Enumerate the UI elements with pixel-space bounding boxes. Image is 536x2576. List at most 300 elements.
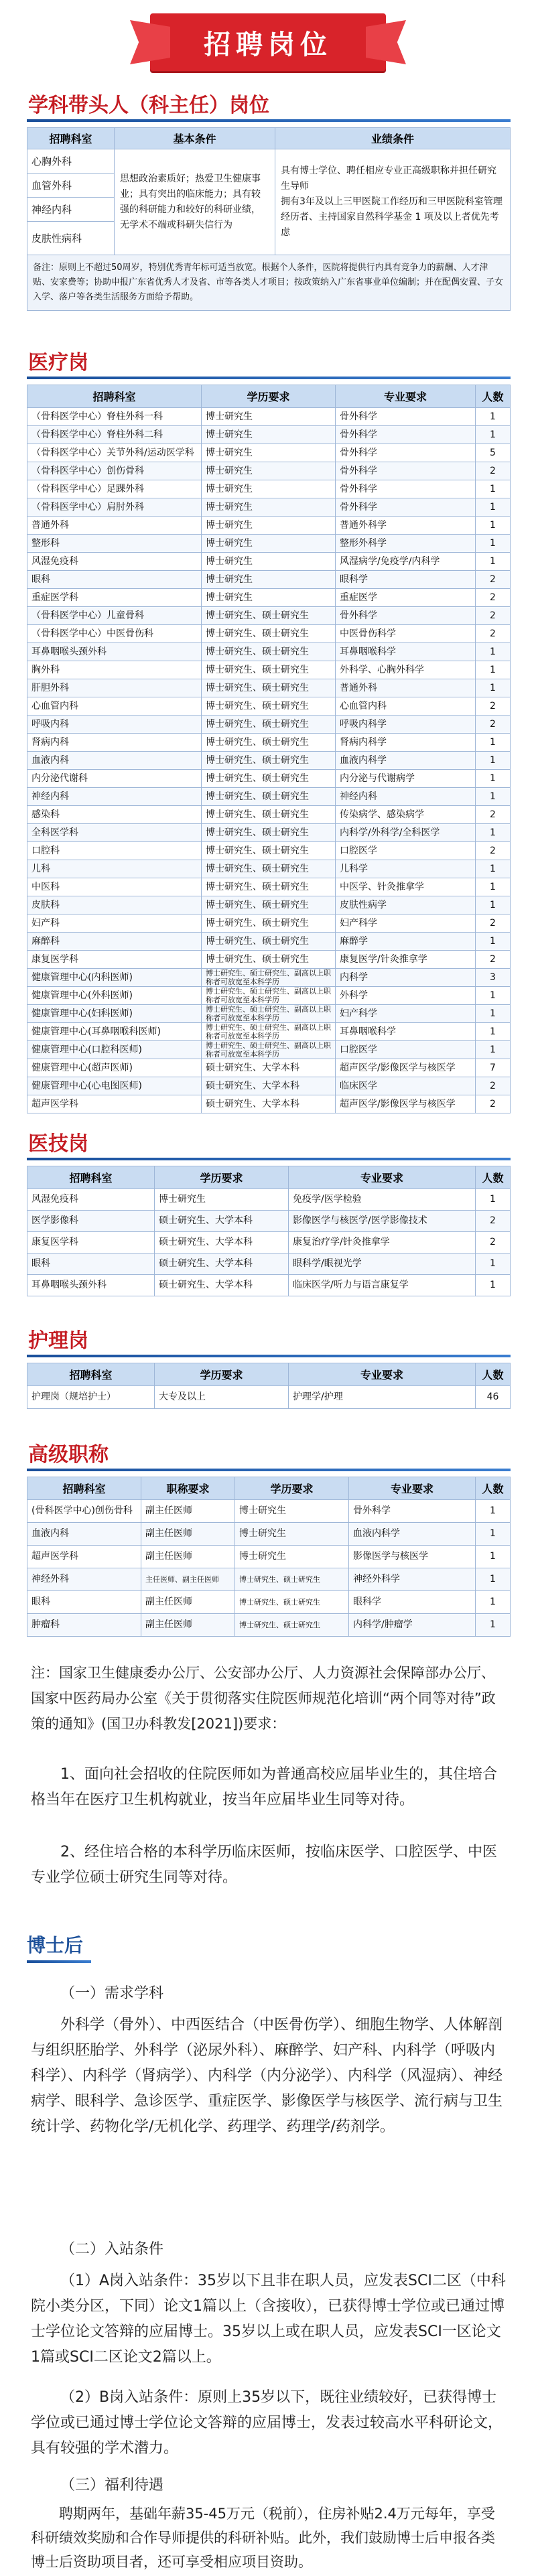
yiliao-cell-35-2: 口腔医学 bbox=[336, 1041, 476, 1059]
yiliao-row bbox=[27, 1041, 511, 1059]
gaoji-cell-2-3: 影像医学与核医学 bbox=[349, 1546, 476, 1568]
yiliao-cell-14-2: 外科学、心胸外科学 bbox=[336, 661, 476, 679]
gaoji-row bbox=[27, 1568, 511, 1591]
yiliao-cell-0-2: 骨外科学 bbox=[336, 408, 476, 426]
gaoji-cell-3-0: 神经外科 bbox=[27, 1568, 141, 1591]
yiliao-cell-0-0: （骨科医学中心）脊柱外科一科 bbox=[27, 408, 202, 426]
yiliao-cell-33-0: 健康管理中心(妇科医师) bbox=[27, 1005, 202, 1023]
huli-header-count: 人数 bbox=[476, 1363, 511, 1386]
yiliao-cell-37-2: 临床医学 bbox=[336, 1077, 476, 1095]
yiliao-cell-24-0: 口腔科 bbox=[27, 842, 202, 860]
yiliao-cell-19-2: 血液内科学 bbox=[336, 752, 476, 770]
yiliao-cell-23-1: 博士研究生、硕士研究生 bbox=[202, 824, 336, 842]
yiliao-cell-9-2: 眼科学 bbox=[336, 571, 476, 589]
yiliao-cell-8-1: 博士研究生 bbox=[202, 553, 336, 571]
banner bbox=[150, 13, 386, 71]
yiliao-cell-23-3: 1 bbox=[476, 824, 511, 842]
gaoji-cell-4-0: 眼科 bbox=[27, 1591, 141, 1614]
gaoji-cell-2-4: 1 bbox=[476, 1546, 511, 1568]
yiliao-cell-12-3: 2 bbox=[476, 625, 511, 643]
yiliao-cell-26-0: 中医科 bbox=[27, 878, 202, 896]
yiliao-cell-28-2: 妇产科学 bbox=[336, 914, 476, 933]
huli-cell-0-0: 护理岗（规培护士） bbox=[27, 1386, 155, 1409]
yiliao-row bbox=[27, 914, 511, 933]
yiliao-cell-12-2: 中医骨伤科学 bbox=[336, 625, 476, 643]
yiliao-cell-6-1: 博士研究生 bbox=[202, 517, 336, 535]
yiji-row bbox=[27, 1232, 511, 1253]
yiliao-cell-11-1: 博士研究生、硕士研究生 bbox=[202, 607, 336, 625]
gaoji-cell-1-0: 血液内科 bbox=[27, 1523, 141, 1546]
yiliao-row bbox=[27, 806, 511, 824]
yiliao-cell-16-1: 博士研究生、硕士研究生 bbox=[202, 697, 336, 716]
yiliao-row bbox=[27, 661, 511, 679]
gaoji-cell-0-2: 博士研究生 bbox=[235, 1500, 349, 1523]
yiliao-row bbox=[27, 951, 511, 969]
boshihou-s2: （二）入站条件 bbox=[60, 2241, 164, 2258]
yiliao-cell-18-0: 肾病内科 bbox=[27, 734, 202, 752]
gaoji-note-3: 2、经住培合格的本科学历临床医师，按临床医学、口腔医学、中医专业学位硕士研究生同等对待。 bbox=[31, 1844, 497, 1886]
yiliao-cell-25-3: 1 bbox=[476, 860, 511, 878]
yiliao-row bbox=[27, 824, 511, 842]
yiliao-cell-12-1: 博士研究生、硕士研究生 bbox=[202, 625, 336, 643]
yiliao-cell-17-0: 呼吸内科 bbox=[27, 716, 202, 734]
yiliao-table bbox=[27, 385, 511, 1113]
yiji-bar bbox=[27, 1158, 511, 1160]
yiji-title: 医技岗 bbox=[28, 1132, 88, 1156]
gaoji-cell-4-3: 眼科学 bbox=[349, 1591, 476, 1614]
yiji-row bbox=[27, 1253, 511, 1275]
top-band bbox=[0, 0, 536, 79]
yiliao-cell-38-1: 硕士研究生、大学本科 bbox=[202, 1095, 336, 1113]
yiliao-row bbox=[27, 571, 511, 589]
yiliao-cell-30-2: 康复医学/针灸推拿学 bbox=[336, 951, 476, 969]
yiliao-row bbox=[27, 462, 511, 480]
gaoji-bar bbox=[27, 1469, 511, 1471]
xueke-title: 学科带头人（科主任）岗位 bbox=[28, 94, 269, 117]
yiliao-row bbox=[27, 788, 511, 806]
yiliao-cell-6-2: 普通外科学 bbox=[336, 517, 476, 535]
boshihou-p2: （1）A岗入站条件：35岁以下且非在职人员，应发表SCI二区（中科院小类分区，下同）论文1篇以上（含接收），已获得博士学位或已通过博士学位论文答辩的应届博士。35岁以上或在职人员，应发表SCI一区论文1篇或SCI二区论文2篇以上。 bbox=[31, 2273, 506, 2366]
gaoji-cell-2-2: 博士研究生 bbox=[235, 1546, 349, 1568]
yiliao-cell-34-2: 耳鼻咽喉科学 bbox=[336, 1023, 476, 1041]
yiliao-cell-1-2: 骨外科学 bbox=[336, 426, 476, 444]
yiliao-row bbox=[27, 1023, 511, 1041]
gaoji-cell-5-1: 副主任医师 bbox=[141, 1614, 235, 1637]
gaoji-cell-4-2: 博士研究生、硕士研究生 bbox=[235, 1591, 349, 1614]
huli-table bbox=[27, 1363, 511, 1409]
yiliao-cell-9-1: 博士研究生 bbox=[202, 571, 336, 589]
yiliao-cell-25-0: 儿科 bbox=[27, 860, 202, 878]
yiliao-cell-31-2: 内科学 bbox=[336, 969, 476, 987]
boshihou-p4: 聘期两年，基础年薪35-45万元（税前），住房补贴2.4万元每年，享受科研绩效奖励和合作导师提供的科研补贴。此外，我们鼓励博士后申报各类博士后资助项目者，还可享受相应项目资助。 bbox=[31, 2506, 495, 2570]
yiliao-cell-0-1: 博士研究生 bbox=[202, 408, 336, 426]
yiliao-cell-31-3: 3 bbox=[476, 969, 511, 987]
yiliao-row bbox=[27, 517, 511, 535]
banner-left-ribbon bbox=[130, 20, 170, 64]
yiliao-row bbox=[27, 752, 511, 770]
yiliao-cell-13-3: 1 bbox=[476, 643, 511, 661]
gaoji-note-2: 1、面向社会招收的住院医师如为普通高校应届毕业生的，其住培合格当年在医疗卫生机构就业，按当年应届毕业生同等对待。 bbox=[31, 1766, 497, 1808]
yiliao-cell-26-2: 中医学、针灸推拿学 bbox=[336, 878, 476, 896]
yiliao-row bbox=[27, 933, 511, 951]
yiliao-cell-28-3: 2 bbox=[476, 914, 511, 933]
yiliao-header-count: 人数 bbox=[476, 385, 511, 408]
gaoji-cell-3-1: 主任医师、副主任医师 bbox=[141, 1568, 235, 1591]
yiliao-cell-27-1: 博士研究生、硕士研究生 bbox=[202, 896, 336, 914]
gaoji-cell-1-2: 博士研究生 bbox=[235, 1523, 349, 1546]
yiliao-cell-21-3: 1 bbox=[476, 788, 511, 806]
yiliao-cell-5-3: 1 bbox=[476, 498, 511, 517]
yiji-header-edu: 学历要求 bbox=[155, 1166, 289, 1189]
yiliao-cell-34-3: 1 bbox=[476, 1023, 511, 1041]
yiliao-row bbox=[27, 625, 511, 643]
yiliao-cell-25-1: 博士研究生、硕士研究生 bbox=[202, 860, 336, 878]
yiliao-row bbox=[27, 842, 511, 860]
yiliao-cell-1-1: 博士研究生 bbox=[202, 426, 336, 444]
yiliao-row bbox=[27, 860, 511, 878]
boshihou-s1: （一）需求学科 bbox=[60, 1985, 164, 2002]
yiliao-cell-3-1: 博士研究生 bbox=[202, 462, 336, 480]
yiliao-row bbox=[27, 498, 511, 517]
yiliao-row bbox=[27, 480, 511, 498]
yiliao-cell-31-1: 博士研究生、硕士研究生、副高以上职称者可放宽至本科学历 bbox=[202, 969, 336, 987]
yiliao-row bbox=[27, 697, 511, 716]
yiliao-cell-21-0: 神经内科 bbox=[27, 788, 202, 806]
gaoji-header-count: 人数 bbox=[476, 1477, 511, 1500]
yiliao-cell-13-2: 耳鼻咽喉科学 bbox=[336, 643, 476, 661]
yiliao-row bbox=[27, 589, 511, 607]
yiliao-cell-22-2: 传染病学、感染病学 bbox=[336, 806, 476, 824]
yiliao-cell-33-1: 博士研究生、硕士研究生、副高以上职称者可放宽至本科学历 bbox=[202, 1005, 336, 1023]
yiliao-row bbox=[27, 716, 511, 734]
yiliao-cell-9-0: 眼科 bbox=[27, 571, 202, 589]
yiliao-cell-28-1: 博士研究生、硕士研究生 bbox=[202, 914, 336, 933]
yiliao-cell-8-2: 风湿病学/免疫学/内科学 bbox=[336, 553, 476, 571]
yiliao-row bbox=[27, 1005, 511, 1023]
yiliao-cell-33-3: 1 bbox=[476, 1005, 511, 1023]
gaoji-cell-5-3: 内科学/肿瘤学 bbox=[349, 1614, 476, 1637]
gaoji-cell-4-1: 副主任医师 bbox=[141, 1591, 235, 1614]
huli-cell-0-1: 大专及以上 bbox=[155, 1386, 289, 1409]
yiliao-cell-35-1: 博士研究生、硕士研究生、副高以上职称者可放宽至本科学历 bbox=[202, 1041, 336, 1059]
yiliao-cell-20-2: 内分泌与代谢病学 bbox=[336, 770, 476, 788]
yiliao-cell-38-2: 超声医学/影像医学与核医学 bbox=[336, 1095, 476, 1113]
yiliao-cell-17-3: 2 bbox=[476, 716, 511, 734]
yiliao-cell-24-1: 博士研究生、硕士研究生 bbox=[202, 842, 336, 860]
yiji-cell-0-0: 风湿免疫科 bbox=[27, 1189, 155, 1211]
yiliao-cell-30-0: 康复医学科 bbox=[27, 951, 202, 969]
yiliao-cell-19-3: 1 bbox=[476, 752, 511, 770]
yiliao-cell-15-0: 肝胆外科 bbox=[27, 679, 202, 697]
gaoji-cell-0-4: 1 bbox=[476, 1500, 511, 1523]
yiji-cell-4-0: 耳鼻咽喉头颈外科 bbox=[27, 1275, 155, 1296]
yiliao-cell-10-1: 博士研究生 bbox=[202, 589, 336, 607]
yiliao-cell-32-2: 外科学 bbox=[336, 987, 476, 1005]
yiji-cell-4-3: 1 bbox=[476, 1275, 511, 1296]
yiliao-cell-2-2: 骨外科学 bbox=[336, 444, 476, 462]
yiji-cell-3-1: 硕士研究生、大学本科 bbox=[155, 1253, 289, 1275]
huli-title: 护理岗 bbox=[28, 1329, 88, 1353]
yiliao-bar bbox=[27, 377, 511, 379]
yiliao-cell-17-1: 博士研究生、硕士研究生 bbox=[202, 716, 336, 734]
yiji-cell-0-3: 1 bbox=[476, 1189, 511, 1211]
yiliao-cell-35-0: 健康管理中心(口腔科医师) bbox=[27, 1041, 202, 1059]
yiji-cell-1-1: 硕士研究生、大学本科 bbox=[155, 1211, 289, 1232]
yiliao-cell-27-2: 皮肤性病学 bbox=[336, 896, 476, 914]
gaoji-note-1-text: 国家卫生健康委办公厅、公安部办公厅、人力资源社会保障部办公厅、国家中医药局办公室《关于贯彻落实住院医师规范化培训“两个同等对待”政策的通知》(国卫办科教发[2021])要求： bbox=[31, 1665, 496, 1732]
yiliao-cell-5-2: 骨外科学 bbox=[336, 498, 476, 517]
yiliao-row bbox=[27, 1095, 511, 1113]
yiliao-cell-13-0: 耳鼻咽喉头颈外科 bbox=[27, 643, 202, 661]
gaoji-cell-0-0: (骨科医学中心)创伤骨科 bbox=[27, 1500, 141, 1523]
banner-title: 招聘岗位 bbox=[204, 29, 332, 60]
yiliao-cell-15-1: 博士研究生、硕士研究生 bbox=[202, 679, 336, 697]
yiliao-cell-38-3: 2 bbox=[476, 1095, 511, 1113]
boshihou-s3: （三）福利待遇 bbox=[60, 2477, 164, 2494]
yiliao-row bbox=[27, 969, 511, 987]
yiliao-cell-29-0: 麻醉科 bbox=[27, 933, 202, 951]
yiliao-cell-37-1: 硕士研究生、大学本科 bbox=[202, 1077, 336, 1095]
yiliao-cell-12-0: （骨科医学中心）中医骨伤科 bbox=[27, 625, 202, 643]
yiliao-row bbox=[27, 878, 511, 896]
gaoji-cell-5-4: 1 bbox=[476, 1614, 511, 1637]
yiliao-cell-19-1: 博士研究生、硕士研究生 bbox=[202, 752, 336, 770]
gaoji-note-title: 注： bbox=[31, 1665, 59, 1681]
yiliao-cell-7-1: 博士研究生 bbox=[202, 535, 336, 553]
gaoji-cell-0-3: 骨外科学 bbox=[349, 1500, 476, 1523]
boshihou-p3: （2）B岗入站条件：原则上35岁以下，既往业绩较好，已获得博士学位或已通过博士学位论文答辩的应届博士，发表过较高水平科研论文，具有较强的学术潜力。 bbox=[31, 2389, 503, 2457]
yiji-cell-0-2: 免疫学/医学检验 bbox=[289, 1189, 476, 1211]
yiliao-cell-29-1: 博士研究生、硕士研究生 bbox=[202, 933, 336, 951]
yiliao-cell-23-2: 内科学/外科学/全科医学 bbox=[336, 824, 476, 842]
yiliao-cell-17-2: 呼吸内科学 bbox=[336, 716, 476, 734]
yiliao-cell-5-1: 博士研究生 bbox=[202, 498, 336, 517]
xueke-header-perf: 业绩条件 bbox=[275, 128, 511, 149]
huli-header-major: 专业要求 bbox=[289, 1363, 476, 1386]
gaoji-cell-4-4: 1 bbox=[476, 1591, 511, 1614]
yiji-cell-3-3: 1 bbox=[476, 1253, 511, 1275]
yiliao-row bbox=[27, 987, 511, 1005]
yiliao-cell-2-0: （骨科医学中心）关节外科/运动医学科 bbox=[27, 444, 202, 462]
gaoji-row bbox=[27, 1614, 511, 1637]
yiji-cell-2-1: 硕士研究生、大学本科 bbox=[155, 1232, 289, 1253]
yiliao-cell-2-1: 博士研究生 bbox=[202, 444, 336, 462]
yiji-cell-1-2: 影像医学与核医学/医学影像技术 bbox=[289, 1211, 476, 1232]
yiliao-cell-15-2: 普通外科 bbox=[336, 679, 476, 697]
yiliao-cell-4-2: 骨外科学 bbox=[336, 480, 476, 498]
yiliao-cell-16-2: 心血管内科 bbox=[336, 697, 476, 716]
boshihou-p1: 外科学（骨外）、中西医结合（中医骨伤学）、细胞生物学、人体解剖与组织胚胎学、外科学（泌尿外科）、麻醉学、妇产科、内科学（呼吸内科学）、内科学（肾病学）、内科学（内分泌学）、内科学（风湿病）、神经病学、眼科学、急诊医学、重症医学、影像医学与核医学、流行病与卫生统计学、药物化学/无机化学、药理学、药理学/药剂学。 bbox=[31, 2017, 503, 2135]
gaoji-cell-1-3: 血液内科学 bbox=[349, 1523, 476, 1546]
yiliao-row bbox=[27, 1077, 511, 1095]
gaoji-cell-2-1: 副主任医师 bbox=[141, 1546, 235, 1568]
yiliao-row bbox=[27, 770, 511, 788]
yiji-header-major: 专业要求 bbox=[289, 1166, 476, 1189]
gaoji-row bbox=[27, 1546, 511, 1568]
yiliao-cell-26-3: 1 bbox=[476, 878, 511, 896]
huli-header-edu: 学历要求 bbox=[155, 1363, 289, 1386]
yiji-row bbox=[27, 1275, 511, 1296]
yiliao-cell-7-0: 整形科 bbox=[27, 535, 202, 553]
yiliao-cell-26-1: 博士研究生、硕士研究生 bbox=[202, 878, 336, 896]
yiliao-cell-31-0: 健康管理中心(内科医师) bbox=[27, 969, 202, 987]
yiliao-row bbox=[27, 734, 511, 752]
yiliao-row bbox=[27, 408, 511, 426]
yiliao-cell-27-3: 1 bbox=[476, 896, 511, 914]
yiji-cell-2-0: 康复医学科 bbox=[27, 1232, 155, 1253]
yiliao-cell-13-1: 博士研究生、硕士研究生 bbox=[202, 643, 336, 661]
yiji-cell-3-2: 眼科学/眼视光学 bbox=[289, 1253, 476, 1275]
yiliao-row bbox=[27, 535, 511, 553]
yiliao-cell-4-0: （骨科医学中心）足踝外科 bbox=[27, 480, 202, 498]
yiji-header-count: 人数 bbox=[476, 1166, 511, 1189]
yiji-cell-2-3: 2 bbox=[476, 1232, 511, 1253]
yiliao-cell-25-2: 儿科学 bbox=[336, 860, 476, 878]
yiliao-row bbox=[27, 426, 511, 444]
yiliao-cell-3-3: 2 bbox=[476, 462, 511, 480]
yiliao-cell-16-3: 2 bbox=[476, 697, 511, 716]
yiliao-cell-14-3: 1 bbox=[476, 661, 511, 679]
yiliao-cell-36-2: 超声医学/影像医学与核医学 bbox=[336, 1059, 476, 1077]
yiliao-cell-30-1: 博士研究生、硕士研究生 bbox=[202, 951, 336, 969]
gaoji-row bbox=[27, 1500, 511, 1523]
yiliao-cell-36-0: 健康管理中心(超声医师) bbox=[27, 1059, 202, 1077]
yiliao-row bbox=[27, 896, 511, 914]
yiliao-cell-21-2: 神经内科 bbox=[336, 788, 476, 806]
xueke-dept-1: 血管外科 bbox=[27, 174, 115, 198]
yiliao-row bbox=[27, 607, 511, 625]
gaoji-header-title: 职称要求 bbox=[141, 1477, 235, 1500]
banner-right-ribbon bbox=[366, 20, 406, 64]
yiliao-cell-33-2: 妇产科学 bbox=[336, 1005, 476, 1023]
yiliao-cell-11-0: （骨科医学中心）儿童骨科 bbox=[27, 607, 202, 625]
xueke-basic: 思想政治素质好；热爱卫生健康事业；具有突出的临床能力；具有较强的科研能力和较好的科研业绩，无学术不端或科研失信行为 bbox=[115, 149, 275, 255]
yiji-row bbox=[27, 1189, 511, 1211]
yiliao-cell-27-0: 皮肤科 bbox=[27, 896, 202, 914]
yiliao-row bbox=[27, 553, 511, 571]
gaoji-cell-3-4: 1 bbox=[476, 1568, 511, 1591]
gaoji-title: 高级职称 bbox=[28, 1443, 109, 1467]
xueke-perf: 具有博士学位、聘任相应专业正高级职称并担任研究生导师 拥有3年及以上三甲医院工作经历和三甲医院科室管理经历者、主持国家自然科学基金 1 项及以上者优先考虑 bbox=[275, 149, 511, 255]
yiji-cell-1-0: 医学影像科 bbox=[27, 1211, 155, 1232]
gaoji-row bbox=[27, 1523, 511, 1546]
yiliao-cell-8-3: 1 bbox=[476, 553, 511, 571]
yiliao-cell-30-3: 2 bbox=[476, 951, 511, 969]
yiliao-cell-29-3: 1 bbox=[476, 933, 511, 951]
yiliao-cell-7-2: 整形外科学 bbox=[336, 535, 476, 553]
gaoji-cell-3-2: 博士研究生、硕士研究生 bbox=[235, 1568, 349, 1591]
yiliao-header-dept: 招聘科室 bbox=[27, 385, 202, 408]
gaoji-cell-1-4: 1 bbox=[476, 1523, 511, 1546]
yiliao-cell-35-3: 1 bbox=[476, 1041, 511, 1059]
yiliao-cell-21-1: 博士研究生、硕士研究生 bbox=[202, 788, 336, 806]
gaoji-cell-0-1: 副主任医师 bbox=[141, 1500, 235, 1523]
yiliao-cell-20-1: 博士研究生、硕士研究生 bbox=[202, 770, 336, 788]
xueke-header-basic: 基本条件 bbox=[115, 128, 275, 149]
yiliao-cell-36-3: 7 bbox=[476, 1059, 511, 1077]
yiliao-cell-14-1: 博士研究生、硕士研究生 bbox=[202, 661, 336, 679]
yiliao-cell-1-3: 1 bbox=[476, 426, 511, 444]
yiliao-row bbox=[27, 679, 511, 697]
yiji-cell-3-0: 眼科 bbox=[27, 1253, 155, 1275]
gaoji-cell-2-0: 超声医学科 bbox=[27, 1546, 141, 1568]
yiliao-title: 医疗岗 bbox=[28, 351, 88, 375]
yiji-table bbox=[27, 1166, 511, 1296]
yiliao-cell-36-1: 硕士研究生、大学本科 bbox=[202, 1059, 336, 1077]
yiliao-cell-20-0: 内分泌代谢科 bbox=[27, 770, 202, 788]
yiliao-cell-18-3: 1 bbox=[476, 734, 511, 752]
yiliao-cell-37-3: 2 bbox=[476, 1077, 511, 1095]
yiliao-row bbox=[27, 643, 511, 661]
gaoji-row bbox=[27, 1591, 511, 1614]
huli-bar bbox=[27, 1355, 511, 1357]
yiji-header-dept: 招聘科室 bbox=[27, 1166, 155, 1189]
xueke-bar bbox=[27, 119, 511, 122]
yiliao-cell-23-0: 全科医学科 bbox=[27, 824, 202, 842]
yiliao-cell-34-0: 健康管理中心(耳鼻咽喉科医师) bbox=[27, 1023, 202, 1041]
yiliao-cell-3-2: 骨外科学 bbox=[336, 462, 476, 480]
xueke-header-dept: 招聘科室 bbox=[27, 128, 115, 149]
huli-cell-0-2: 护理学/护理 bbox=[289, 1386, 476, 1409]
yiliao-cell-18-1: 博士研究生、硕士研究生 bbox=[202, 734, 336, 752]
yiliao-cell-2-3: 5 bbox=[476, 444, 511, 462]
yiliao-cell-32-3: 1 bbox=[476, 987, 511, 1005]
yiliao-cell-6-0: 普通外科 bbox=[27, 517, 202, 535]
yiliao-cell-34-1: 博士研究生、硕士研究生、副高以上职称者可放宽至本科学历 bbox=[202, 1023, 336, 1041]
yiliao-cell-7-3: 1 bbox=[476, 535, 511, 553]
yiliao-row bbox=[27, 1059, 511, 1077]
boshihou-title: 博士后 bbox=[27, 1934, 84, 1956]
gaoji-cell-3-3: 神经外科学 bbox=[349, 1568, 476, 1591]
yiliao-cell-24-2: 口腔医学 bbox=[336, 842, 476, 860]
yiliao-cell-4-3: 1 bbox=[476, 480, 511, 498]
yiliao-cell-8-0: 风湿免疫科 bbox=[27, 553, 202, 571]
gaoji-cell-5-2: 博士研究生、硕士研究生 bbox=[235, 1614, 349, 1637]
yiliao-cell-11-2: 骨外科学 bbox=[336, 607, 476, 625]
yiliao-cell-5-0: （骨科医学中心）肩肘外科 bbox=[27, 498, 202, 517]
huli-row bbox=[27, 1386, 511, 1409]
yiliao-cell-11-3: 2 bbox=[476, 607, 511, 625]
yiji-cell-2-2: 康复治疗学/针灸推拿学 bbox=[289, 1232, 476, 1253]
yiliao-cell-22-1: 博士研究生、硕士研究生 bbox=[202, 806, 336, 824]
yiji-cell-0-1: 博士研究生 bbox=[155, 1189, 289, 1211]
yiliao-header-major: 专业要求 bbox=[336, 385, 476, 408]
yiliao-row bbox=[27, 444, 511, 462]
yiliao-cell-28-0: 妇产科 bbox=[27, 914, 202, 933]
gaoji-cell-5-0: 肿瘤科 bbox=[27, 1614, 141, 1637]
yiliao-cell-10-2: 重症医学 bbox=[336, 589, 476, 607]
yiliao-cell-20-3: 1 bbox=[476, 770, 511, 788]
yiliao-header-edu: 学历要求 bbox=[202, 385, 336, 408]
yiliao-cell-6-3: 1 bbox=[476, 517, 511, 535]
yiliao-cell-32-0: 健康管理中心(外科医师) bbox=[27, 987, 202, 1005]
yiliao-cell-32-1: 博士研究生、硕士研究生、副高以上职称者可放宽至本科学历 bbox=[202, 987, 336, 1005]
yiliao-cell-22-0: 感染科 bbox=[27, 806, 202, 824]
xueke-dept-0: 心胸外科 bbox=[27, 149, 115, 174]
yiji-cell-1-3: 2 bbox=[476, 1211, 511, 1232]
yiliao-cell-10-0: 重症医学科 bbox=[27, 589, 202, 607]
yiliao-cell-10-3: 2 bbox=[476, 589, 511, 607]
yiliao-cell-15-3: 1 bbox=[476, 679, 511, 697]
yiliao-cell-29-2: 麻醉学 bbox=[336, 933, 476, 951]
gaoji-cell-1-1: 副主任医师 bbox=[141, 1523, 235, 1546]
huli-header-dept: 招聘科室 bbox=[27, 1363, 155, 1386]
gaoji-table bbox=[27, 1477, 511, 1637]
yiliao-cell-0-3: 1 bbox=[476, 408, 511, 426]
xueke-dept-2: 神经内科 bbox=[27, 198, 115, 222]
yiliao-cell-18-2: 肾病内科学 bbox=[336, 734, 476, 752]
gaoji-header-major: 专业要求 bbox=[349, 1477, 476, 1500]
